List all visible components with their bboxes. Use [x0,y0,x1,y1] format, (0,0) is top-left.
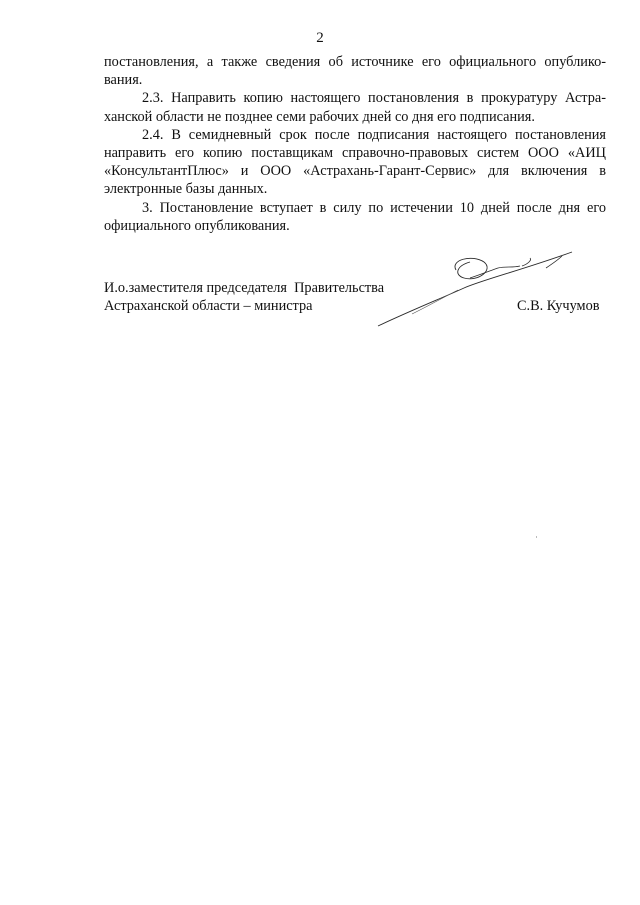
paragraph-continuation: постановления, а также сведения об источнике его официального опублико-вания. [104,54,606,89]
paragraph-3: 3. Постановление вступает в силу по истечении 10 дней после дня его официального опубликования. [104,199,606,234]
document-body [104,53,606,235]
page-number: 2 [316,30,324,46]
paragraph-2-4: 2.4. В семидневный срок после подписания настоящего постановления направить его копию поставщикам справочно-правовых систем ООО «АИЦ «КонсультантПлюс» и ООО «Астрахань-Гарант-Сервис» для включения в электронные базы данных. [104,126,606,198]
handwritten-signature [372,248,592,330]
signatory-position-line-1: И.о.заместителя председателя Правительства [104,280,385,296]
paragraph-2-3: 2.3. Направить копию настоящего постановления в прокуратуру Астра-ханской области не позднее семи рабочих дней со дня его подписания. [104,90,606,125]
scan-speck [536,536,537,538]
signatory-position-line-2: Астраханской области – министра [104,298,313,315]
signatory-name: С.В. Кучумов [517,298,600,314]
signatory-position [104,279,384,315]
